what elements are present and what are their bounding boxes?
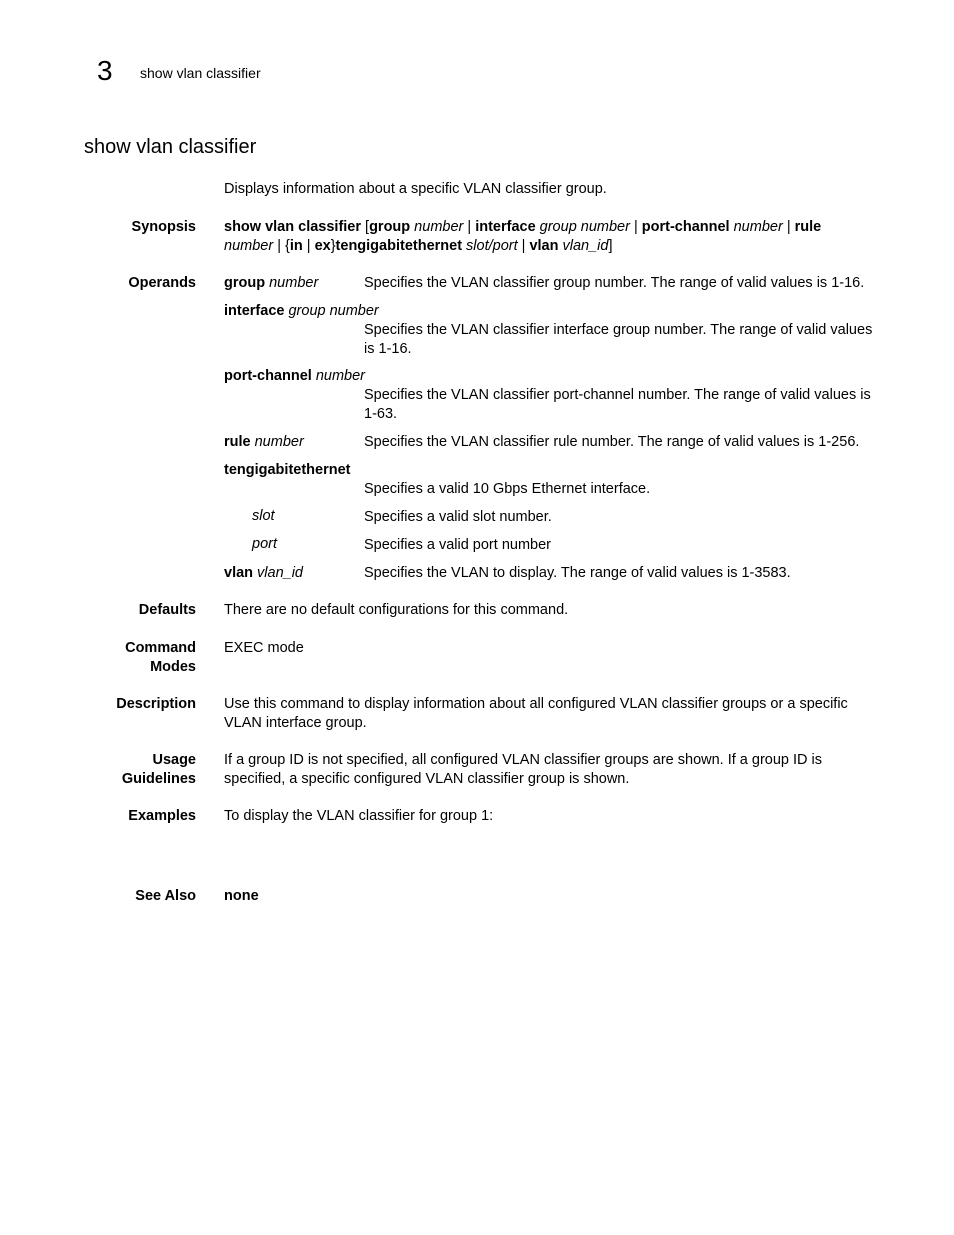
page-title: show vlan classifier <box>84 136 257 158</box>
operand-vlan-desc: Specifies the VLAN to display. The range of valid values is 1-3583. <box>364 565 791 581</box>
operand-port-term: port <box>252 536 277 552</box>
operand-portchannel-term: port-channel number <box>224 368 366 384</box>
operand-slot-desc: Specifies a valid slot number. <box>364 509 552 525</box>
synopsis-label: Synopsis <box>131 219 196 235</box>
operand-portchannel-desc: Specifies the VLAN classifier port-channel number. The range of valid values is 1-63. <box>364 387 871 422</box>
intro-text: Displays information about a specific VLAN classifier group. <box>224 181 607 197</box>
usage-guidelines-label: Usage Guidelines <box>121 752 196 787</box>
defaults-label: Defaults <box>138 602 196 618</box>
operand-slot-term: slot <box>252 508 275 524</box>
operands-label: Operands <box>128 275 196 291</box>
see-also-text: none <box>224 888 259 904</box>
operand-tengig-desc: Specifies a valid 10 Gbps Ethernet interface. <box>364 481 651 497</box>
command-modes-text: EXEC mode <box>224 640 304 656</box>
operand-rule-term: rule number <box>224 434 304 450</box>
command-modes-label: Command Modes <box>125 640 196 675</box>
operand-group-desc: Specifies the VLAN classifier group number. The range of valid values is 1-16. <box>364 275 865 291</box>
synopsis-text: show vlan classifier [group number | interface group number | port-channel number | rule number | {in | ex}tengigabitethernet slot/port | vlan vlan_id] <box>224 219 822 254</box>
operand-rule-desc: Specifies the VLAN classifier rule number. The range of valid values is 1-256. <box>364 434 860 450</box>
description-label: Description <box>116 696 196 712</box>
operand-port-desc: Specifies a valid port number <box>364 537 551 553</box>
operand-vlan-term: vlan vlan_id <box>224 565 303 581</box>
see-also-label: See Also <box>135 888 196 904</box>
operand-interface-term: interface group number <box>224 303 379 319</box>
defaults-text: There are no default configurations for this command. <box>224 602 569 618</box>
operand-interface-desc: Specifies the VLAN classifier interface group number. The range of valid values is 1-16. <box>364 322 873 357</box>
examples-label: Examples <box>128 808 196 824</box>
chapter-number: 3 <box>97 55 113 86</box>
description-text: Use this command to display information about all configured VLAN classifier groups or a specific VLAN interface group. <box>224 696 848 731</box>
running-title: show vlan classifier <box>140 65 261 81</box>
examples-text: To display the VLAN classifier for group 1: <box>224 808 494 824</box>
operand-group-term: group number <box>224 275 319 291</box>
usage-guidelines-text: If a group ID is not specified, all configured VLAN classifier groups are shown. If a group ID is specified, a specific configured VLAN classifier group is shown. <box>224 752 823 787</box>
operand-tengig-term: tengigabitethernet <box>224 462 351 478</box>
